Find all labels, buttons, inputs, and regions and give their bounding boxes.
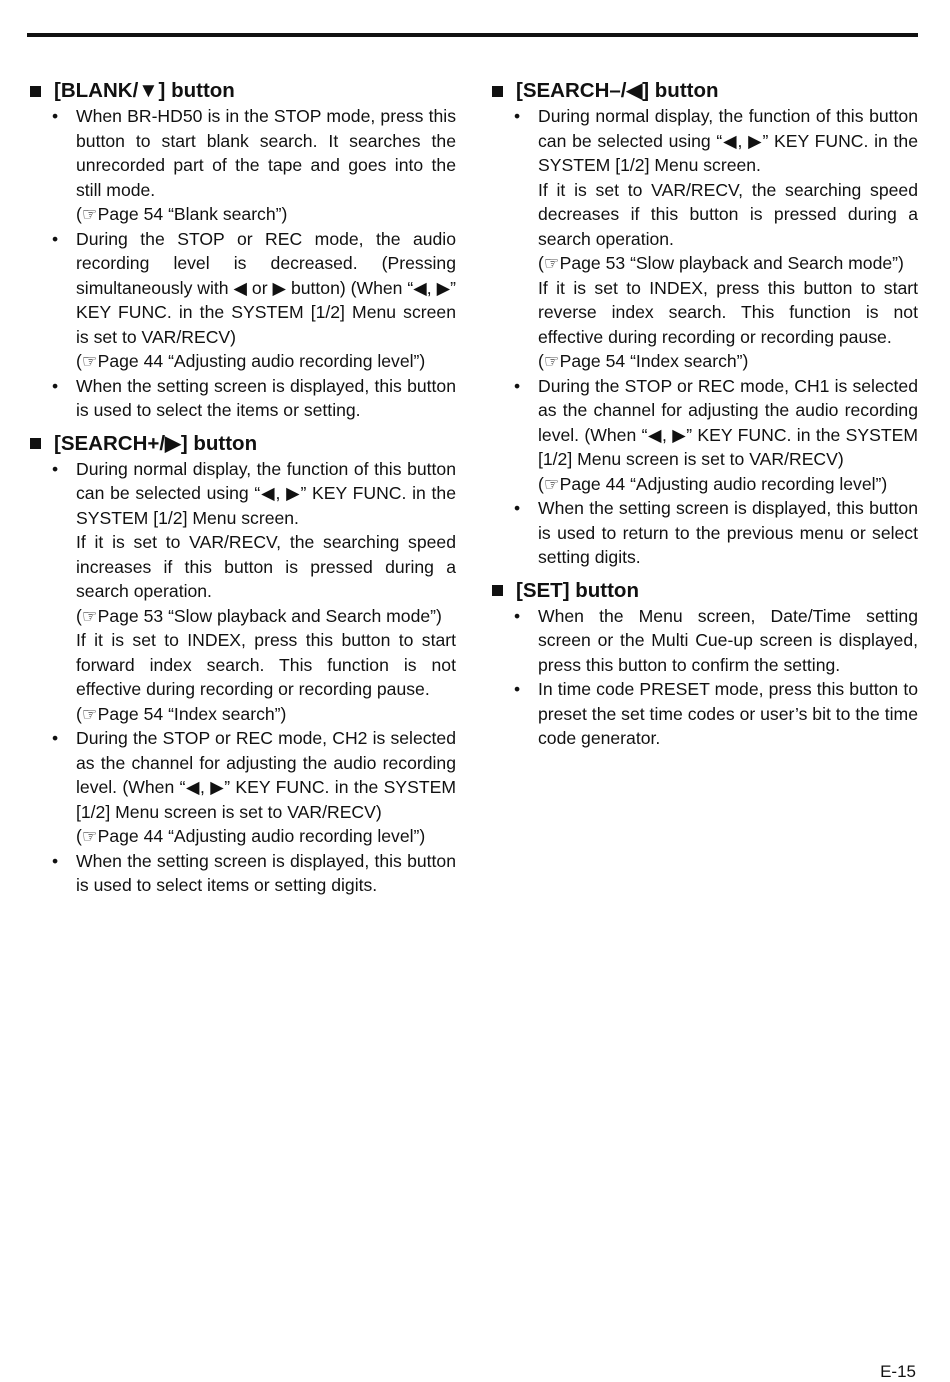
paragraph: • When the setting screen is displayed, this button is used to select items or setting digits. [76, 850, 456, 895]
list-item [490, 374, 918, 497]
section [28, 431, 456, 898]
square-bullet-icon [492, 86, 503, 97]
list-item [28, 457, 456, 727]
top-rule [27, 33, 918, 37]
list-item [28, 104, 456, 227]
paragraph: If it is set to INDEX, press this button to start reverse index search. This function is not effective during recording or recording pause. [538, 277, 918, 347]
bullet-list [28, 457, 456, 898]
square-bullet-icon [30, 438, 41, 449]
paragraph: • During the STOP or REC mode, CH2 is selected as the channel for adjusting the audio recording level. (When “◀, ▶” KEY FUNC. in the SYSTEM [1/2] Menu screen is set to VAR/RECV) [76, 728, 456, 822]
section-heading [490, 578, 918, 604]
paragraph: • During normal display, the function of this button can be selected using “◀, ▶” KEY FUNC. in the SYSTEM [1/2] Menu screen. [76, 458, 456, 528]
list-item [28, 374, 456, 423]
paragraph: (☞Page 54 “Index search”) [76, 703, 287, 724]
heading-text: [SEARCH–/◀] button [516, 79, 719, 102]
paragraph: • When BR-HD50 is in the STOP mode, press this button to start blank search. It searches the unrecorded part of the tape and goes into the still mode. [76, 106, 456, 200]
square-bullet-icon [492, 585, 503, 596]
paragraph: • During the STOP or REC mode, the audio recording level is decreased. (Pressing simultaneously with ◀ or ▶ button) (When “◀, ▶” KEY FUNC. in the SYSTEM [1/2] Menu screen is set to VAR/RECV) [76, 228, 456, 347]
list-item [28, 227, 456, 374]
paragraph: If it is set to VAR/RECV, the searching speed decreases if this button is pressed during a search operation. [538, 179, 918, 249]
right-column [490, 78, 918, 759]
paragraph: • During normal display, the function of this button can be selected using “◀, ▶” KEY FUNC. in the SYSTEM [1/2] Menu screen. [538, 106, 918, 175]
list-item [28, 726, 456, 849]
left-column [28, 78, 456, 906]
bullet-list [490, 104, 918, 570]
paragraph: • When the setting screen is displayed, this button is used to return to the previous menu or select setting digits. [538, 498, 918, 567]
section [490, 78, 918, 570]
heading-text: [BLANK/▼] button [54, 79, 235, 102]
paragraph: • When the Menu screen, Date/Time setting screen or the Multi Cue-up screen is displayed, press this button to confirm the setting. [538, 605, 918, 675]
paragraph: (☞Page 44 “Adjusting audio recording level”) [76, 826, 426, 846]
paragraph: (☞Page 53 “Slow playback and Search mode”) [76, 605, 442, 626]
page-number: E-15 [880, 1362, 916, 1381]
section [490, 578, 918, 751]
section-heading [490, 78, 918, 104]
paragraph: • During the STOP or REC mode, CH1 is selected as the channel for adjusting the audio recording level. (When “◀, ▶” KEY FUNC. in the SYSTEM [1/2] Menu screen is set to VAR/RECV) [538, 375, 918, 469]
paragraph: (☞Page 53 “Slow playback and Search mode”) [538, 253, 904, 273]
list-item [28, 849, 456, 898]
paragraph: • In time code PRESET mode, press this button to preset the set time codes or user’s bit to the time code generator. [538, 679, 918, 748]
list-item [490, 104, 918, 374]
list-item [490, 677, 918, 751]
square-bullet-icon [30, 86, 41, 97]
heading-text: [SET] button [516, 578, 639, 602]
paragraph: If it is set to INDEX, press this button to start forward index search. This function is not effective during recording or recording pause. [76, 630, 456, 699]
paragraph: (☞Page 54 “Index search”) [538, 351, 749, 371]
paragraph: (☞Page 44 “Adjusting audio recording level”) [76, 351, 426, 371]
section-heading [28, 78, 456, 104]
heading-text: [SEARCH+/▶] button [54, 431, 258, 455]
list-item [490, 604, 918, 678]
list-item [490, 496, 918, 570]
section [28, 78, 456, 423]
bullet-list [28, 104, 456, 423]
section-heading [28, 431, 456, 457]
bullet-list [490, 604, 918, 751]
paragraph: (☞Page 54 “Blank search”) [76, 204, 288, 224]
paragraph: If it is set to VAR/RECV, the searching speed increases if this button is pressed during a search operation. [76, 532, 456, 601]
paragraph: (☞Page 44 “Adjusting audio recording level”) [538, 473, 888, 494]
paragraph: • When the setting screen is displayed, this button is used to select the items or setting. [76, 375, 456, 420]
